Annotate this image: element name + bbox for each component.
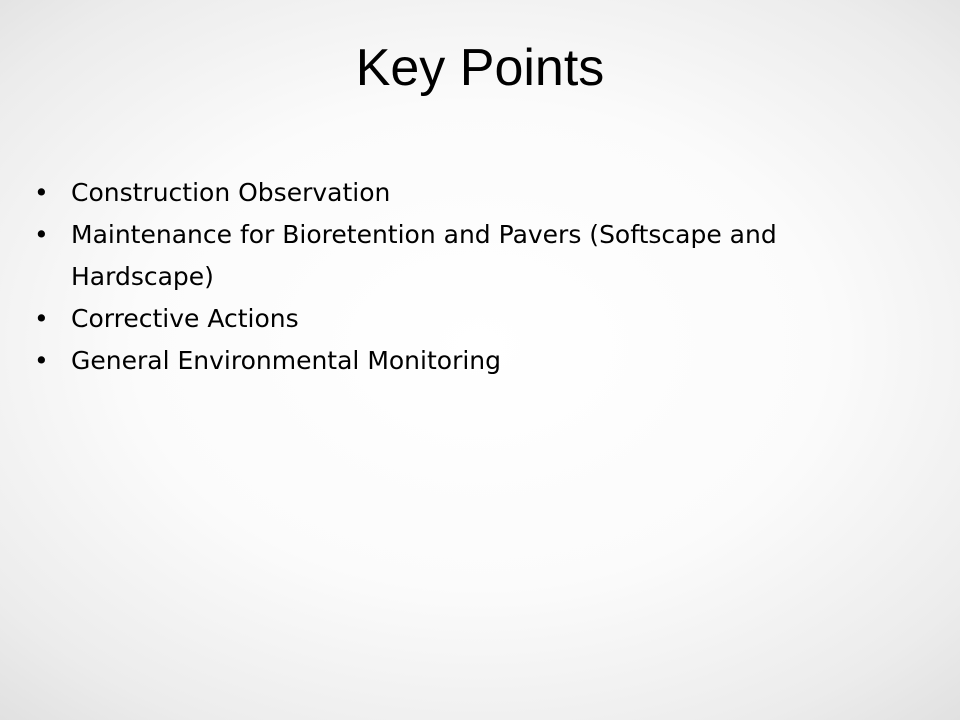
bullet-text: Corrective Actions	[71, 304, 299, 333]
bullet-dot-icon: •	[34, 346, 49, 375]
bullet-item	[34, 172, 914, 214]
bullet-text: General Environmental Monitoring	[71, 346, 502, 375]
bullet-item	[34, 340, 914, 382]
bullet-item	[34, 298, 914, 340]
bullet-list	[34, 172, 914, 382]
bullet-text: Maintenance for Bioretention and Pavers (Softscape and Hardscape)	[71, 220, 777, 291]
bullet-dot-icon: •	[34, 178, 49, 207]
bullet-text: Construction Observation	[71, 178, 391, 207]
slide-title: Key Points	[355, 39, 605, 97]
bullet-dot-icon: •	[34, 220, 49, 249]
bullet-item	[34, 214, 914, 298]
bullet-dot-icon: •	[34, 304, 49, 333]
